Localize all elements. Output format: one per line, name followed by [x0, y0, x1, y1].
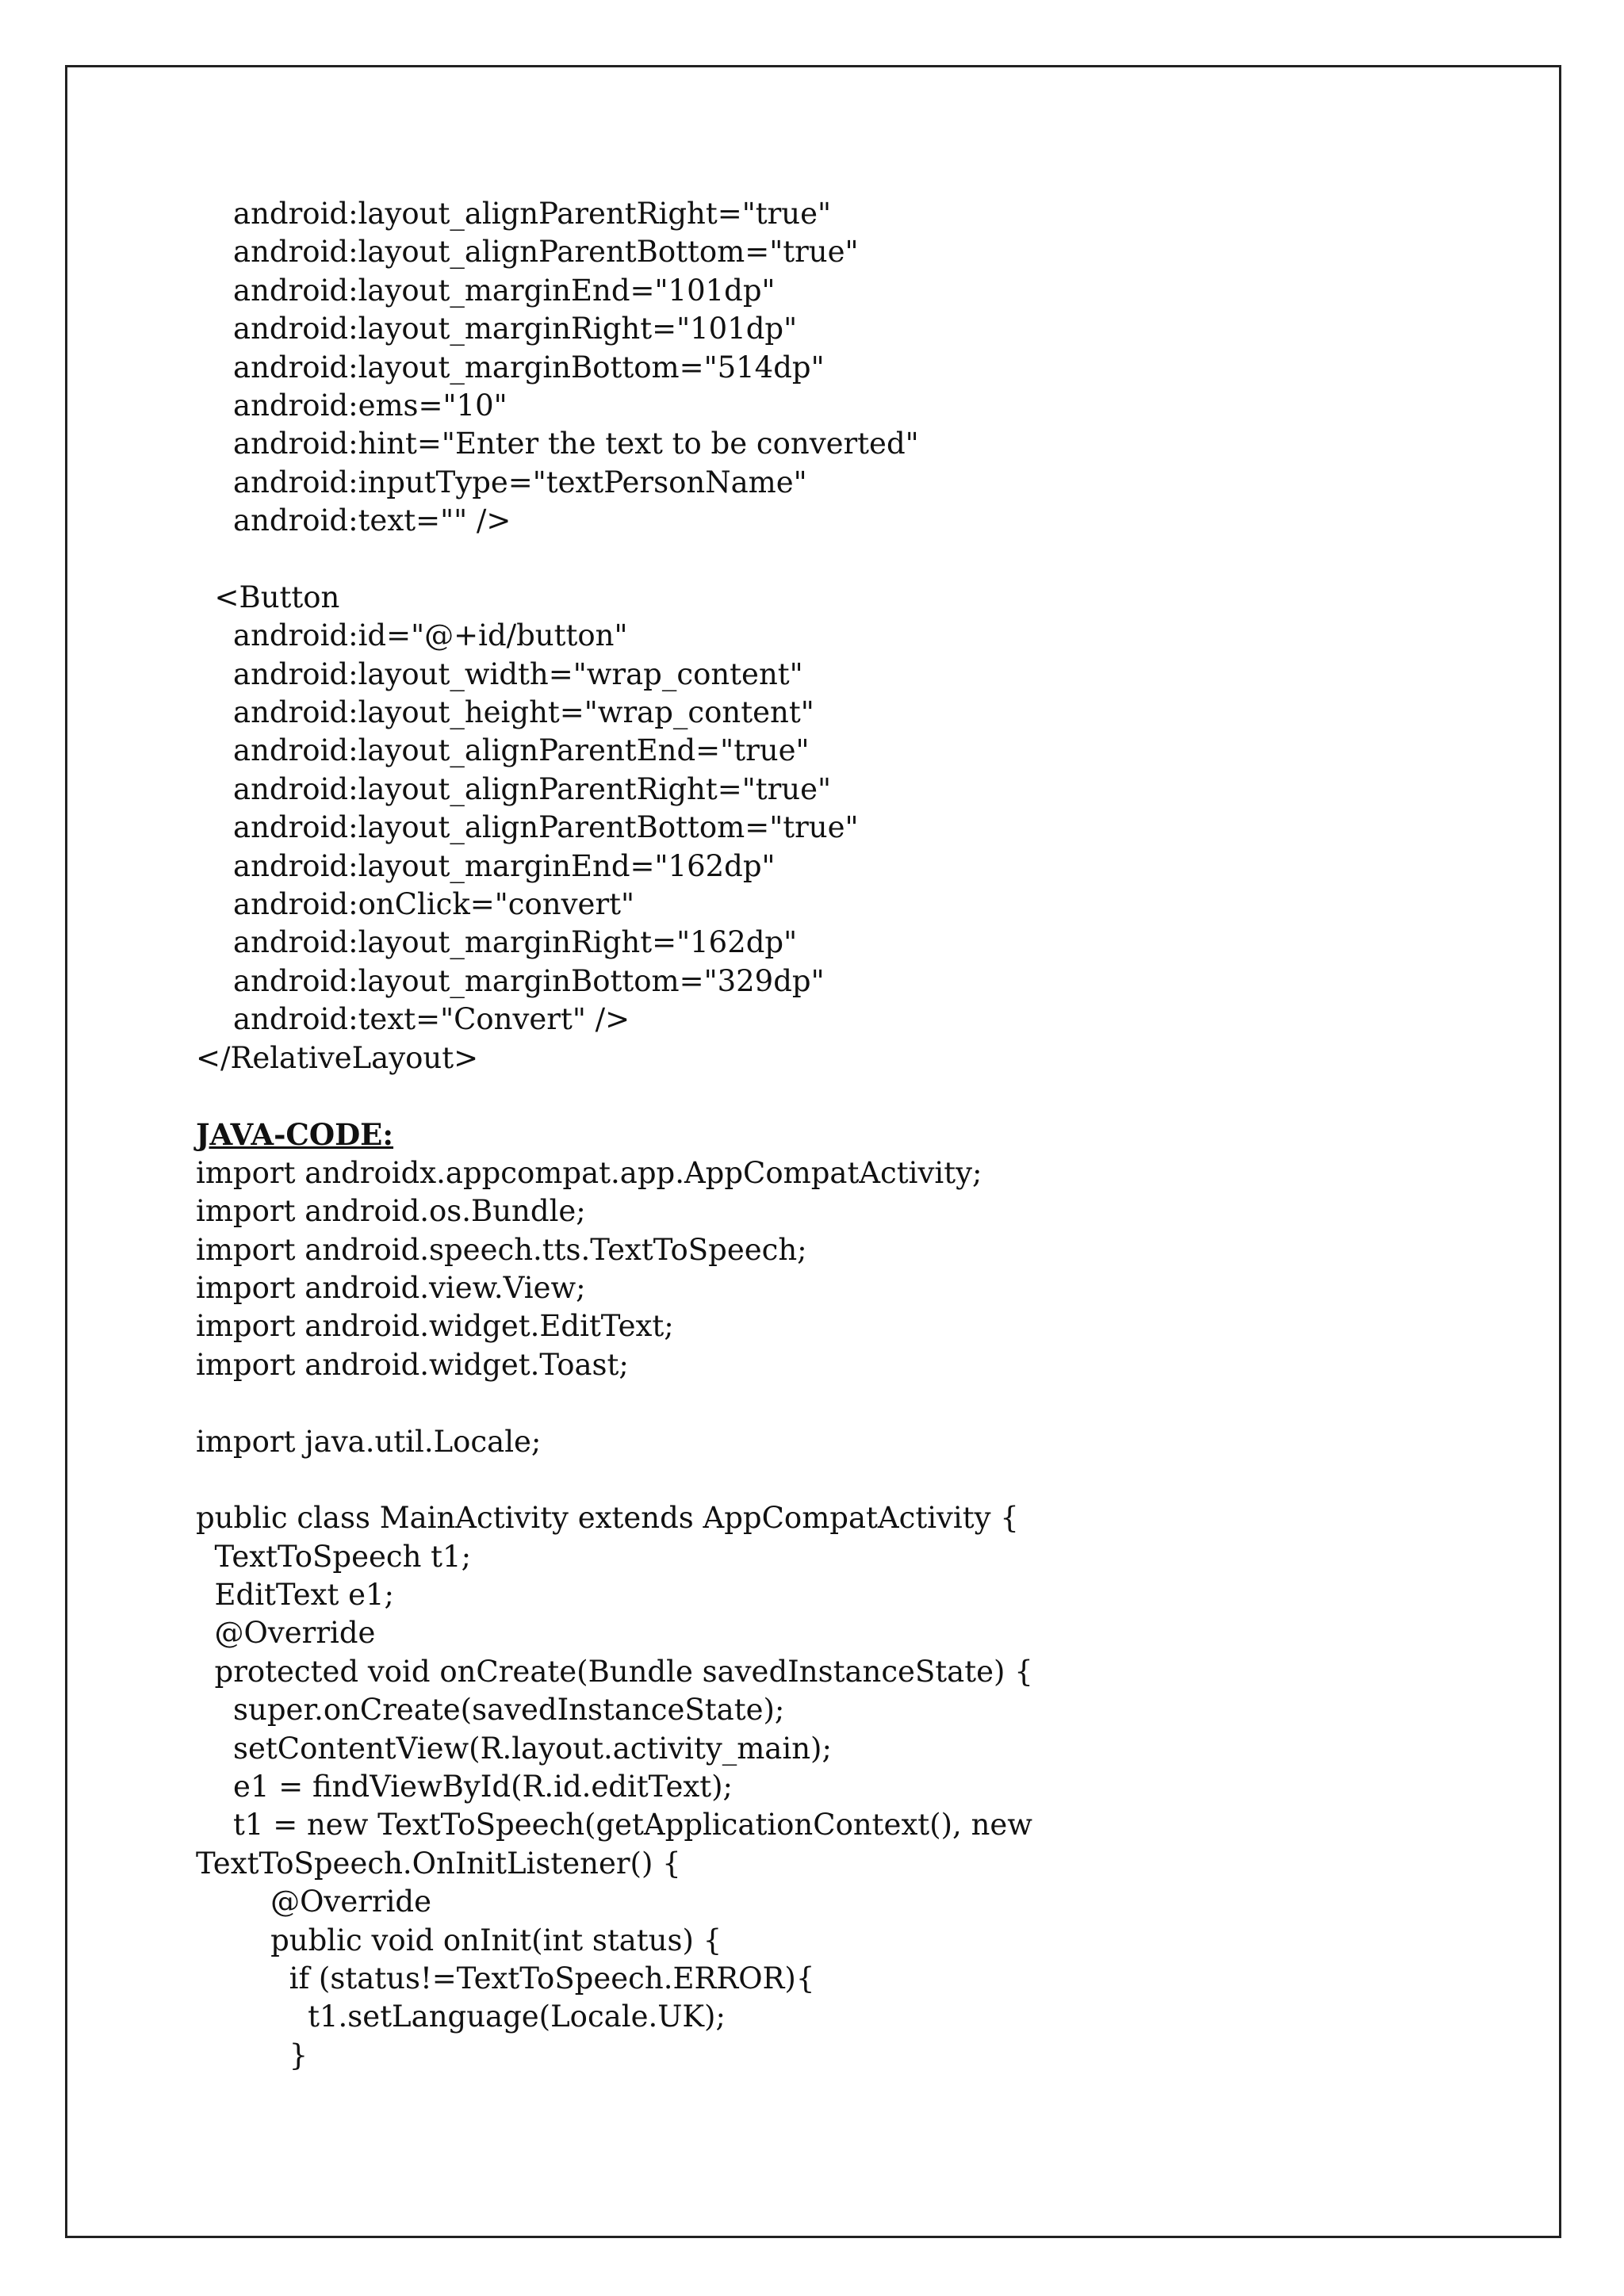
code-line: EditText e1;	[196, 1578, 395, 1613]
code-line: android:layout_width="wrap_content"	[196, 656, 803, 691]
code-line: import android.widget.Toast;	[196, 1347, 629, 1382]
code-line: protected void onCreate(Bundle savedInstanceState) {	[196, 1654, 1033, 1689]
code-line: </RelativeLayout>	[196, 1040, 479, 1075]
code-listing	[196, 195, 1033, 2075]
code-line: android:inputType="textPersonName"	[196, 465, 807, 499]
code-line: setContentView(R.layout.activity_main);	[196, 1731, 832, 1766]
code-line: import android.os.Bundle;	[196, 1194, 586, 1229]
section-heading: JAVA-CODE:	[196, 1117, 394, 1153]
code-line: import android.widget.EditText;	[196, 1309, 674, 1344]
code-line	[196, 1384, 1033, 1422]
code-line: android:text="Convert" />	[196, 1002, 630, 1037]
code-line: android:hint="Enter the text to be converted"	[196, 427, 919, 461]
code-line	[196, 1461, 1033, 1499]
code-line: android:layout_marginBottom="329dp"	[196, 963, 825, 998]
code-line: super.onCreate(savedInstanceState);	[196, 1693, 785, 1728]
code-line: android:id="@+id/button"	[196, 618, 628, 653]
code-line: android:layout_marginEnd="162dp"	[196, 848, 776, 883]
code-line: android:layout_alignParentBottom="true"	[196, 810, 859, 845]
code-line: import android.speech.tts.TextToSpeech;	[196, 1232, 807, 1267]
code-line	[196, 1077, 1033, 1115]
code-line: android:layout_marginRight="101dp"	[196, 312, 798, 346]
code-line: android:layout_alignParentEnd="true"	[196, 733, 810, 768]
code-line: }	[196, 2038, 308, 2072]
code-line	[196, 541, 1033, 579]
code-line: android:layout_marginBottom="514dp"	[196, 350, 825, 385]
code-line: android:layout_alignParentRight="true"	[196, 197, 832, 231]
code-line: TextToSpeech t1;	[196, 1539, 472, 1574]
code-line: android:ems="10"	[196, 388, 508, 423]
code-line: android:onClick="convert"	[196, 887, 635, 922]
code-line: android:layout_height="wrap_content"	[196, 695, 814, 730]
code-line: t1 = new TextToSpeech(getApplicationContext(), new	[196, 1808, 1032, 1843]
code-line: TextToSpeech.OnInitListener() {	[196, 1846, 681, 1881]
code-line: android:layout_alignParentRight="true"	[196, 771, 832, 806]
code-line: android:text="" />	[196, 503, 511, 538]
code-line: import java.util.Locale;	[196, 1424, 542, 1459]
code-line: public void onInit(int status) {	[196, 1923, 722, 1957]
code-line: if (status!=TextToSpeech.ERROR){	[196, 1961, 815, 1996]
code-line: @Override	[196, 1885, 432, 1919]
code-line: import android.view.View;	[196, 1270, 586, 1305]
code-line: android:layout_marginRight="162dp"	[196, 925, 798, 960]
code-line: public class MainActivity extends AppCompatActivity {	[196, 1501, 1019, 1536]
code-line: e1 = findViewById(R.id.editText);	[196, 1770, 733, 1804]
code-line: import androidx.appcompat.app.AppCompatActivity;	[196, 1155, 982, 1190]
code-line: android:layout_alignParentBottom="true"	[196, 235, 859, 270]
code-line: @Override	[196, 1616, 376, 1651]
code-line: android:layout_marginEnd="101dp"	[196, 273, 776, 308]
code-line: t1.setLanguage(Locale.UK);	[196, 1999, 726, 2034]
code-line: <Button	[196, 580, 340, 614]
